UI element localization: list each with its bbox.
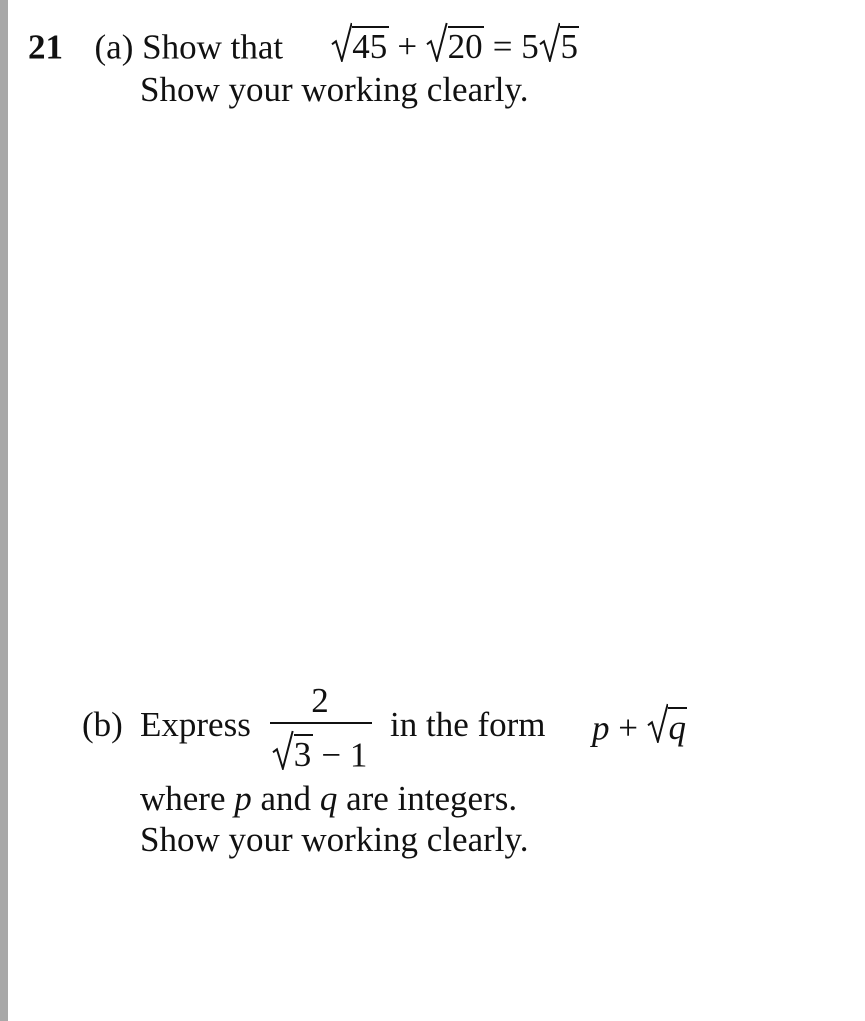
radicand-20: 20: [447, 27, 483, 67]
fraction-denominator: [272, 734, 368, 775]
fraction-numerator: 2: [311, 681, 329, 720]
radical-sign-icon: [331, 22, 353, 63]
form-q: q: [668, 708, 686, 748]
part-a-label: (a): [94, 27, 134, 67]
form-plus: +: [618, 708, 638, 748]
sqrt-20: [426, 26, 484, 67]
fraction-bar: [270, 722, 372, 724]
equals-sign: =: [492, 27, 513, 67]
question-21-part-a-line: [28, 26, 579, 67]
condition-and: and: [260, 779, 312, 818]
condition-where: where: [140, 779, 226, 818]
radicand-45: 45: [352, 27, 388, 67]
radical-sign-icon: [426, 22, 448, 63]
radicand-3: 3: [293, 735, 312, 775]
condition-q: q: [319, 779, 338, 818]
part-a-instruction: Show your working clearly.: [140, 70, 529, 109]
part-a-expression: [331, 27, 580, 66]
radical-sign-icon: [272, 730, 294, 771]
part-b-instruction: Show your working clearly.: [140, 820, 529, 859]
sqrt-5: [539, 26, 580, 67]
form-p: p: [592, 708, 610, 748]
radicand-5: 5: [560, 27, 578, 67]
sqrt-q: [647, 707, 688, 748]
sqrt-45: [331, 26, 389, 67]
part-b-label: (b): [82, 705, 123, 744]
part-a-prompt: Show that: [142, 27, 284, 67]
in-the-form-text: in the form: [390, 705, 546, 744]
left-margin-rule: [0, 0, 8, 1021]
sqrt-3: [272, 734, 313, 775]
minus-one: − 1: [321, 735, 368, 775]
radical-sign-icon: [647, 703, 669, 744]
condition-end: are integers.: [346, 779, 518, 818]
radical-sign-icon: [539, 22, 561, 63]
question-number: 21: [28, 27, 63, 67]
condition-p: p: [234, 779, 252, 818]
coefficient-5: 5: [521, 27, 539, 67]
part-b-condition: [140, 781, 517, 816]
part-b-prompt: Express: [140, 705, 251, 744]
plus-sign: +: [397, 27, 418, 67]
target-form: [592, 707, 687, 748]
